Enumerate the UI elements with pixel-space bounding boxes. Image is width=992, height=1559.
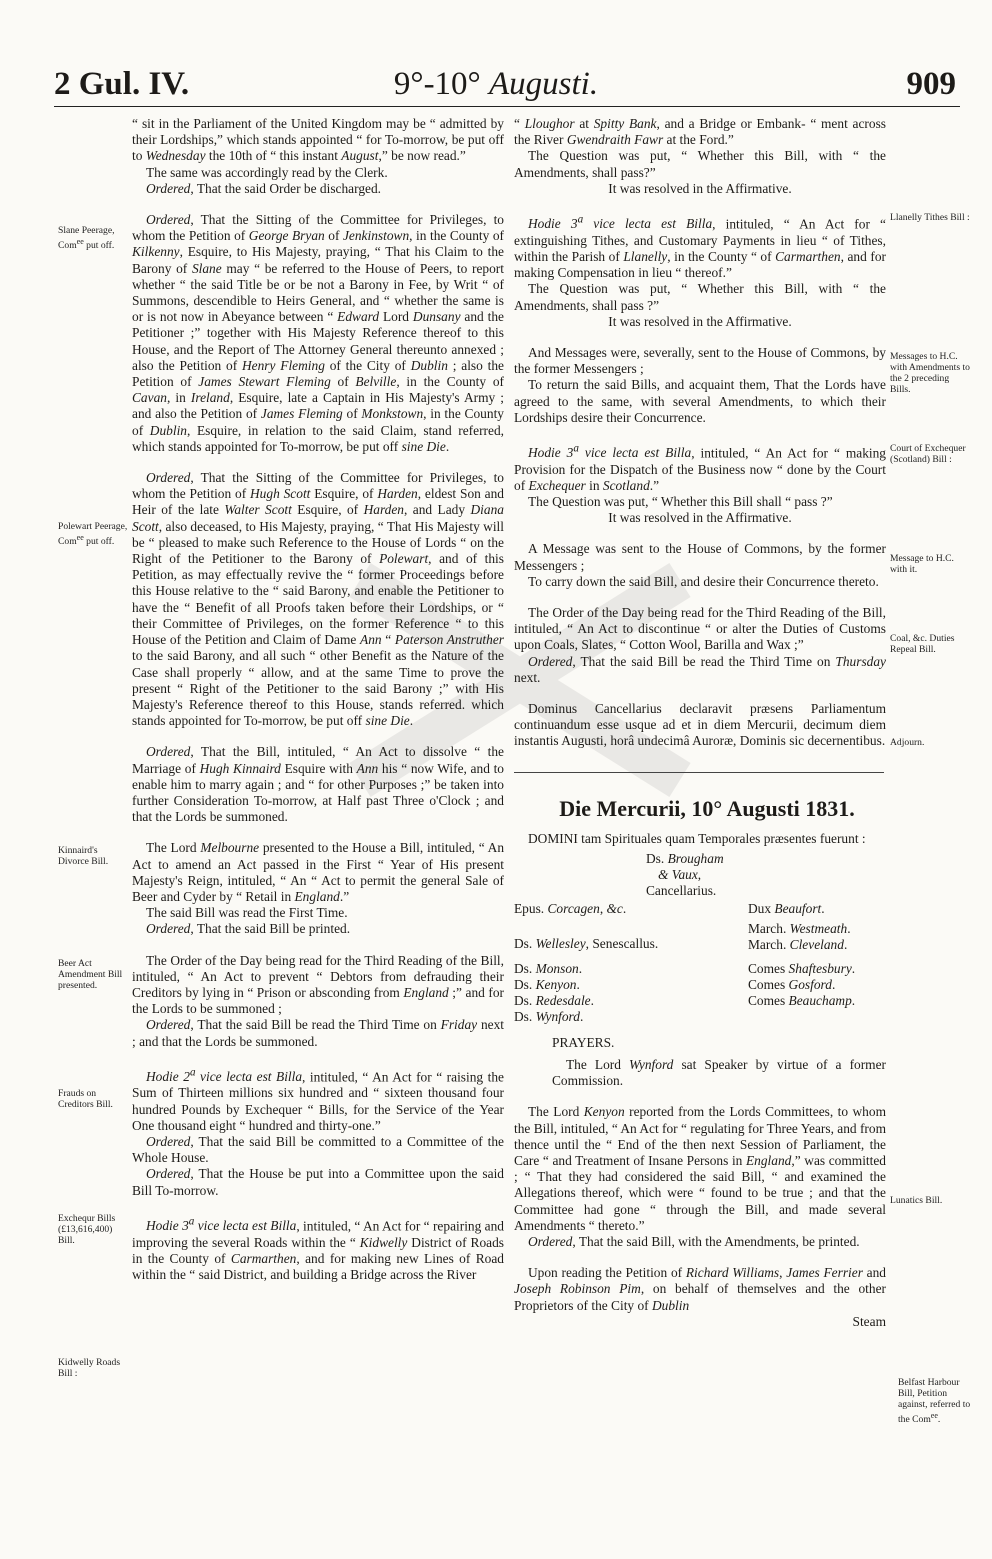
paragraph: Ordered, That the House be put into a Committee upon the said Bill To-morrow. — [132, 1166, 504, 1198]
paragraph: Hodie 3$^a$ vice lecta est Billa, intituled, “ An Act for “ extinguishing Tithes, and Customary Payments in lieu “ of Tithes, within the Parish of Llanelly, in the County “ of Carmarthen, and for making Compensation in lieu “ thereof.” — [514, 214, 886, 281]
paragraph: The Lord Wynford sat Speaker by virtue of a former Commission. — [552, 1057, 886, 1089]
paragraph: Ordered, That the Bill, intituled, “ An Act to dissolve “ the Marriage of Hugh Kinnaird Esquire with Ann his “ now Wife, and to enable him to marry again ; and “ for other Purposes ;” be taken into further Consideration To-morrow, at Half past Three o'Clock ; and that the Lords be summoned. — [132, 744, 504, 825]
lord-name: Comes Gosford. — [748, 976, 836, 992]
left-column — [132, 116, 504, 1283]
right-column — [514, 116, 886, 1330]
lord-name: Ds. Kenyon. — [514, 976, 580, 992]
paragraph: Ordered, That the said Bill be printed. — [146, 921, 351, 937]
paragraph: Ordered, That the said Bill be read the Third Time on Thursday next. — [514, 653, 886, 685]
paragraph: “ Lloughor at Spitty Bank, and a Bridge or Embank- “ ment across the River Gwendraith Fawr at the Ford.” — [514, 116, 887, 148]
paragraph: Hodie 3$^a$ vice lecta est Billa, intituled, “ An Act for “ making Provision for the Dispatch of the Business now “ done by the Court of Exchequer in Scotland.” — [514, 442, 886, 493]
lords-present-list — [514, 847, 886, 1027]
paragraph: “ sit in the Parliament of the United Kingdom may be “ admitted by their Lordships,” which stands appointed “ for To-morrow, be put off to Wednesday the 10th of “ this instant August,” be now read.” — [132, 116, 504, 164]
running-head-center: 9°-10° Augusti. — [393, 66, 599, 102]
margin-note: Frauds on Creditors Bill. — [58, 1088, 113, 1110]
catchword: Steam — [852, 1313, 886, 1329]
margin-note: Exchequr Bills (£13,616,400) Bill. — [58, 1213, 116, 1246]
margin-note: Lunatics Bill. — [890, 1195, 943, 1206]
paragraph: The Question was put, “ Whether this Bill, with “ the Amendments, shall pass?” — [514, 148, 886, 180]
page-number: 909 — [906, 66, 956, 102]
paragraph: Ordered, That the said Bill, with the Amendments, be printed. — [528, 1234, 860, 1250]
paragraph: Upon reading the Petition of Richard Williams, James Ferrier and Joseph Robinson Pim, on behalf of themselves and the other Proprietors of the City of Dublin — [514, 1265, 886, 1313]
margin-note: Beer Act Amendment Bill presented. — [58, 958, 123, 991]
lord-name: Ds. Wynford. — [514, 1008, 584, 1024]
lord-name: Comes Shaftesbury. — [748, 960, 856, 976]
margin-note: Coal, &c. Duties Repeal Bill. — [890, 633, 955, 655]
margin-note: Kinnaird's Divorce Bill. — [58, 845, 109, 867]
chancellor-name: & Vaux, — [658, 866, 702, 882]
paragraph: The Lord Kenyon reported from the Lords Committees, to whom the Bill, intituled, “ An Act for “ regulating for Three Years, and from thence until the “ End of the then next Session of Parliament, the Care “ and Treatment of Insane Persons in England,” was committed ; “ That they had considered the said Bill, “ and examined the Allegations thereof, which were “ found to be true ; and that the Committee had gone “ through the Bill, and made several Amendments “ thereto.” — [514, 1104, 886, 1233]
paragraph: It was resolved in the Affirmative. — [608, 510, 792, 526]
paragraph: Dominus Cancellarius declaravit præsens Parliamentum continuandum esse usque ad et in diem Mercurii, decimum diem instantis Augusti, horâ undecimâ Auroræ, Dominis sic decernentibus. — [514, 701, 886, 749]
margin-note: Polewart Peerage, Com$^{ee}$ put off. — [58, 521, 128, 548]
attendance-line: DOMINI tam Spirituales quam Temporales præsentes fuerunt : — [528, 830, 866, 846]
margin-note: Kidwelly Roads Bill : — [58, 1357, 121, 1379]
paragraph: The same was accordingly read by the Clerk. — [146, 164, 388, 180]
paragraph: It was resolved in the Affirmative. — [608, 180, 792, 196]
lord-name: Dux Beaufort. — [748, 900, 825, 916]
lord-name: Ds. Redesdale. — [514, 992, 594, 1008]
margin-note: Messages to H.C. with Amendments to the 2 preceding Bills. — [890, 351, 970, 395]
paragraph: The Question was put, “ Whether this Bill, with “ the Amendments, shall pass ?” — [514, 281, 886, 313]
paragraph: The Order of the Day being read for the Third Reading of the Bill, intituled, “ An Act to discontinue “ or alter the Duties of Customs upon Coals, Slates, “ Cotton Wool, Barilla and Wax ;” — [514, 605, 886, 653]
paragraph: Ordered, That the said Order be discharged. — [146, 180, 382, 196]
paragraph: The Question was put, “ Whether this Bill shall “ pass ?” — [528, 494, 833, 509]
paragraph: To return the said Bills, and acquaint them, That the Lords have agreed to the same, with several Amendments, to which their Lordships desire their Concurrence. — [514, 377, 886, 425]
paragraph: A Message was sent to the House of Commons, by the former Messengers ; — [514, 541, 886, 573]
lord-name: March. Cleveland. — [748, 936, 848, 952]
chancellor-name: Ds. Brougham — [646, 850, 724, 866]
paragraph: The said Bill was read the First Time. — [146, 905, 348, 921]
lord-name: Epus. Corcagen, &c. — [514, 900, 627, 916]
lord-name: Ds. Wellesley, Senescallus. — [514, 935, 659, 951]
margin-note: Court of Exchequer (Scotland) Bill : — [890, 443, 966, 465]
running-head-left: 2 Gul. IV. — [54, 66, 190, 102]
margin-note: Slane Peerage, Com$^{ee}$ put off. — [58, 225, 115, 252]
paragraph: The Order of the Day being read for the Third Reading of the Bill, intituled, “ An Act to prevent “ Debtors from defrauding their Creditors by lying in “ Prison or absconding from England ;” and for the Lords to be summoned ; — [132, 952, 504, 1017]
paragraph: Ordered, That the said Bill be committed to a Committee of the Whole House. — [132, 1134, 504, 1166]
margin-note: Message to H.C. with it. — [890, 553, 954, 575]
paragraph: Ordered, That the said Bill be read the Third Time on Friday next ; and that the Lords be summoned. — [132, 1017, 504, 1049]
prayers-heading: PRAYERS. — [552, 1034, 615, 1050]
margin-note: Llanelly Tithes Bill : — [890, 212, 970, 223]
day-heading: Die Mercurii, 10° Augusti 1831. — [559, 795, 855, 821]
lord-name: Comes Beauchamp. — [748, 992, 856, 1008]
paragraph: And Messages were, severally, sent to the House of Commons, by the former Messengers ; — [514, 344, 886, 377]
margin-note: Adjourn. — [890, 737, 925, 748]
paragraph: Hodie 3$^a$ vice lecta est Billa, intituled, “ An Act for “ repairing and improving the several Roads within the “ Kidwelly District of Roads in the County of Carmarthen, and for making new Lines of Road within the “ said District, and building a Bridge across the River — [132, 1215, 505, 1282]
paragraph: To carry down the said Bill, and desire their Concurrence thereto. — [528, 573, 879, 589]
paragraph: The Lord Melbourne presented to the House a Bill, intituled, “ An Act to amend an Act passed in the First “ Year of His present Majesty's Reign, intituled, “ An “ Act to permit the general Sale of Beer and Cyder by “ Retail in England.” — [132, 840, 505, 904]
paragraph: Ordered, That the Sitting of the Committee for Privileges, to whom the Petition of George Bryan of Jenkinstown, in the County of Kilkenny, Esquire, to His Majesty, praying, “ That his Claim to the Barony of Slane may “ be referred to the House of Peers, to report whether “ the said Title be or be not a Barony in Fee, by Writ “ of Summons, descendible to Heirs General, and “ whether the same is or is not now in Abeyance between “ Edward Lord Dunsany and the Petitioner ;” together with His Majesty Reference thereof to this House, and the Report of The Attorney General thereunto annexed ; also the Petition of Henry Fleming of the City of Dublin ; also the Petition of James Stewart Fleming of Belville, in the County of Cavan, in Ireland, Esquire, late a Captain in His Majesty's Army ; and also the Petition of James Fleming of Monkstown, in the County of Dublin, Esquire, in relation to the said Claim, stand referred, which stands appointed for To-morrow, be put off sine Die. — [132, 212, 505, 454]
margin-note: Belfast Harbour Bill, Petition against, referred to the Com$^{ee}$. — [898, 1377, 971, 1426]
header-rule — [54, 106, 960, 107]
paragraph: Hodie 2$^a$ vice lecta est Billa, intituled, “ An Act for “ raising the Sum of Thirteen millions six hundred and “ sixteen thousand four hundred Pounds by Exchequer “ Bills, for the Service of the Year One thousand eight “ hundred and thirty-one.” — [132, 1066, 504, 1133]
paragraph: Ordered, That the Sitting of the Committee for Privileges, to whom the Petition of Hugh Scott Esquire, of Harden, eldest Son and Heir of the late Walter Scott Esquire, of Harden, and Lady Diana Scott, also deceased, to His Majesty, praying, “ That His Majesty will be “ pleased to make such Reference to the House of Lords “ on the Right of the Petitioner to the Barony of Polewart, and of this Petition, as may effectually revive the “ former Proceedings before this House relative to the “ said Barony, and enable the Petitioner to have the “ Benefit of all Proofs taken before their Lordships, or “ their Committee of Privileges, on the former Reference “ to this House of the Petition and Claim of Dame Ann “ Paterson Anstruther to the said Barony, and all such “ other Benefit as the Nature of the Case shall properly “ allow, and at the same Time to prove the present “ Right of the Petitioner to the said Barony ;” with His Majesty's Reference thereof to this House, stands referred. which stands appointed for To-morrow, be put off sine Die. — [132, 470, 505, 729]
chancellor-title: Cancellarius. — [646, 882, 717, 898]
lord-name: Ds. Monson. — [514, 960, 583, 976]
paragraph: It was resolved in the Affirmative. — [608, 313, 792, 329]
lord-name: March. Westmeath. — [748, 920, 851, 936]
